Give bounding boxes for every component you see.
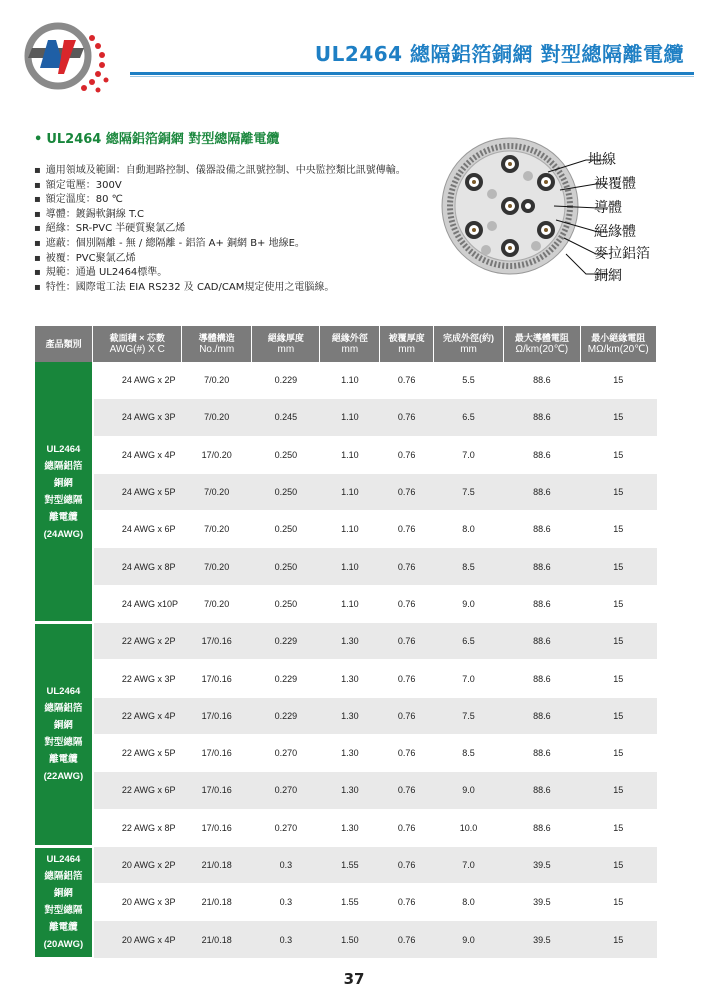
cell-max-resistance: 88.6 (504, 548, 580, 585)
cell-jacket-thickness: 0.76 (380, 921, 434, 958)
table-row (35, 921, 657, 958)
spec-item: ▪ 適用領域及範圍：自動迴路控制、儀器設備之訊號控制、中央監控類比訊號傳輸。 (34, 164, 454, 179)
cell-jacket-thickness: 0.76 (380, 399, 434, 436)
cell-overall-diameter: 9.0 (433, 585, 503, 622)
spec-item: ▪ 導體：鍍錫軟銅線 T.C (34, 208, 454, 223)
cell-conductor: 21/0.18 (182, 921, 252, 958)
section-title-text: UL2464 總隔鋁箔銅網 對型總隔離電纜 (46, 132, 280, 147)
section-title (34, 128, 279, 147)
table-row (35, 511, 657, 548)
cell-conductor: 17/0.16 (182, 772, 252, 809)
company-logo-icon (18, 18, 110, 98)
cell-insulation-diameter: 1.30 (320, 697, 380, 734)
cell-conductor: 21/0.18 (182, 846, 252, 883)
cell-insulation-diameter: 1.55 (320, 846, 380, 883)
cell-insulation-diameter: 1.10 (320, 362, 380, 399)
cell-size: 24 AWG x 4P (93, 436, 182, 473)
table-row (35, 399, 657, 436)
cell-size: 24 AWG x 2P (93, 362, 182, 399)
category-line: 銅網 (53, 720, 73, 732)
cell-size: 24 AWG x10P (93, 585, 182, 622)
cell-min-insulation-resistance: 15 (580, 473, 656, 510)
label-mylar-foil: 麥拉鋁箔 (594, 246, 650, 262)
cell-insulation-diameter: 1.30 (320, 734, 380, 771)
cell-min-insulation-resistance: 15 (580, 399, 656, 436)
cell-jacket-thickness: 0.76 (380, 585, 434, 622)
cell-jacket-thickness: 0.76 (380, 511, 434, 548)
cell-insulation-thickness: 0.229 (252, 362, 320, 399)
cell-insulation-thickness: 0.250 (252, 436, 320, 473)
header-conductor: 導體構造 No./mm (182, 326, 252, 362)
cell-insulation-thickness: 0.3 (252, 921, 320, 958)
cell-insulation-diameter: 1.10 (320, 436, 380, 473)
cell-insulation-thickness: 0.3 (252, 846, 320, 883)
spec-item: ▪ 額定溫度：80 ℃ (34, 193, 454, 208)
cell-conductor: 7/0.20 (182, 362, 252, 399)
cell-min-insulation-resistance: 15 (580, 548, 656, 585)
table-row (35, 473, 657, 510)
header-insulation-diameter: 絕緣外徑 mm (320, 326, 380, 362)
table-row (35, 436, 657, 473)
cell-overall-diameter: 8.5 (433, 734, 503, 771)
category-line: 離電纜 (49, 511, 78, 523)
cell-conductor: 21/0.18 (182, 884, 252, 921)
cell-max-resistance: 39.5 (504, 884, 580, 921)
cell-size: 22 AWG x 8P (93, 809, 182, 846)
cell-max-resistance: 88.6 (504, 436, 580, 473)
cell-min-insulation-resistance: 15 (580, 884, 656, 921)
cell-max-resistance: 88.6 (504, 362, 580, 399)
cell-jacket-thickness: 0.76 (380, 884, 434, 921)
cell-max-resistance: 88.6 (504, 585, 580, 622)
cell-insulation-thickness: 0.229 (252, 623, 320, 660)
category-line: 對型總隔 (44, 905, 83, 917)
cell-insulation-thickness: 0.250 (252, 548, 320, 585)
category-line: 總隔鋁箔 (44, 703, 83, 715)
section-bullet-icon: • (34, 132, 43, 147)
cell-min-insulation-resistance: 15 (580, 921, 656, 958)
spec-list (34, 164, 454, 295)
category-cell (35, 846, 93, 958)
cell-insulation-thickness: 0.270 (252, 772, 320, 809)
category-line: (24AWG) (43, 528, 84, 540)
cell-conductor: 7/0.20 (182, 473, 252, 510)
spec-item: ▪ 額定電壓：300V (34, 179, 454, 194)
cell-jacket-thickness: 0.76 (380, 623, 434, 660)
cell-overall-diameter: 8.0 (433, 511, 503, 548)
table-header-row (35, 326, 657, 362)
cell-overall-diameter: 8.0 (433, 884, 503, 921)
label-jacket: 被覆體 (594, 176, 636, 192)
table-row (35, 362, 657, 399)
spec-item: ▪ 遮蔽：個別隔離 - 無 / 總隔離 - 鋁箔 A+ 銅網 B+ 地線E。 (34, 237, 454, 252)
cell-overall-diameter: 7.5 (433, 473, 503, 510)
cell-size: 22 AWG x 2P (93, 623, 182, 660)
cell-conductor: 7/0.20 (182, 399, 252, 436)
header-insulation-thickness: 絕緣厚度 mm (252, 326, 320, 362)
cell-jacket-thickness: 0.76 (380, 473, 434, 510)
cell-insulation-diameter: 1.10 (320, 473, 380, 510)
category-line: 總隔鋁箔 (44, 460, 83, 472)
cell-min-insulation-resistance: 15 (580, 436, 656, 473)
cell-jacket-thickness: 0.76 (380, 772, 434, 809)
cell-size: 24 AWG x 6P (93, 511, 182, 548)
table-row (35, 772, 657, 809)
category-line: UL2464 (46, 686, 81, 698)
cell-insulation-thickness: 0.250 (252, 511, 320, 548)
header-size: 截面積 × 芯數 AWG(#) X C (93, 326, 182, 362)
cell-overall-diameter: 7.5 (433, 697, 503, 734)
cell-max-resistance: 88.6 (504, 734, 580, 771)
cell-insulation-thickness: 0.229 (252, 697, 320, 734)
label-copper-braid: 銅網 (594, 268, 622, 284)
category-line: 離電纜 (49, 754, 78, 766)
cell-size: 24 AWG x 5P (93, 473, 182, 510)
cell-size: 20 AWG x 4P (93, 921, 182, 958)
cell-max-resistance: 39.5 (504, 921, 580, 958)
cell-size: 22 AWG x 6P (93, 772, 182, 809)
cell-max-resistance: 88.6 (504, 697, 580, 734)
cell-jacket-thickness: 0.76 (380, 809, 434, 846)
cell-insulation-diameter: 1.50 (320, 921, 380, 958)
spec-item: ▪ 被覆：PVC聚氯乙烯 (34, 252, 454, 267)
cell-insulation-thickness: 0.270 (252, 809, 320, 846)
cell-overall-diameter: 7.0 (433, 846, 503, 883)
cell-max-resistance: 88.6 (504, 399, 580, 436)
category-line: (20AWG) (43, 939, 84, 951)
cell-min-insulation-resistance: 15 (580, 585, 656, 622)
table-row (35, 660, 657, 697)
header-overall-diameter: 完成外徑(約) mm (433, 326, 503, 362)
cell-overall-diameter: 6.5 (433, 623, 503, 660)
category-line: 總隔鋁箔 (44, 871, 83, 883)
cell-conductor: 7/0.20 (182, 548, 252, 585)
cell-max-resistance: 88.6 (504, 511, 580, 548)
cell-size: 24 AWG x 3P (93, 399, 182, 436)
cell-conductor: 17/0.16 (182, 809, 252, 846)
cell-insulation-diameter: 1.10 (320, 585, 380, 622)
cell-min-insulation-resistance: 15 (580, 362, 656, 399)
category-line: (22AWG) (43, 771, 84, 783)
cell-min-insulation-resistance: 15 (580, 772, 656, 809)
cell-min-insulation-resistance: 15 (580, 511, 656, 548)
cell-size: 24 AWG x 8P (93, 548, 182, 585)
cell-jacket-thickness: 0.76 (380, 697, 434, 734)
cell-insulation-thickness: 0.245 (252, 399, 320, 436)
cell-overall-diameter: 10.0 (433, 809, 503, 846)
cell-insulation-diameter: 1.10 (320, 399, 380, 436)
cell-conductor: 17/0.16 (182, 697, 252, 734)
spec-table (35, 326, 657, 960)
cell-jacket-thickness: 0.76 (380, 436, 434, 473)
header-min-insulation-resistance: 最小絕緣電阻 MΩ/km(20℃) (580, 326, 656, 362)
category-line: 對型總隔 (44, 737, 83, 749)
category-cell (35, 362, 93, 623)
cell-overall-diameter: 5.5 (433, 362, 503, 399)
cell-size: 20 AWG x 2P (93, 846, 182, 883)
cell-size: 22 AWG x 3P (93, 660, 182, 697)
cell-insulation-diameter: 1.30 (320, 772, 380, 809)
cell-jacket-thickness: 0.76 (380, 548, 434, 585)
cell-insulation-diameter: 1.10 (320, 511, 380, 548)
header-category: 產品類別 (35, 326, 93, 362)
cell-max-resistance: 88.6 (504, 660, 580, 697)
cell-overall-diameter: 8.5 (433, 548, 503, 585)
cell-overall-diameter: 7.0 (433, 660, 503, 697)
table-row (35, 697, 657, 734)
table-row (35, 884, 657, 921)
table-row (35, 809, 657, 846)
cell-size: 22 AWG x 5P (93, 734, 182, 771)
cell-max-resistance: 39.5 (504, 846, 580, 883)
cell-insulation-diameter: 1.55 (320, 884, 380, 921)
category-cell (35, 623, 93, 847)
page-title: UL2464 總隔鋁箔銅網 對型總隔離電纜 (314, 42, 684, 66)
cell-conductor: 17/0.16 (182, 623, 252, 660)
cell-min-insulation-resistance: 15 (580, 846, 656, 883)
table-row (35, 548, 657, 585)
cell-conductor: 7/0.20 (182, 585, 252, 622)
cell-jacket-thickness: 0.76 (380, 362, 434, 399)
cell-insulation-diameter: 1.30 (320, 623, 380, 660)
cell-max-resistance: 88.6 (504, 473, 580, 510)
spec-item: ▪ 特性：國際電工法 EIA RS232 及 CAD/CAM規定使用之電腦線。 (34, 281, 454, 296)
cell-insulation-thickness: 0.229 (252, 660, 320, 697)
cell-insulation-diameter: 1.30 (320, 809, 380, 846)
category-line: 離電纜 (49, 922, 78, 934)
cable-cross-section-diagram (436, 134, 698, 284)
title-divider (130, 72, 694, 75)
spec-item: ▪ 規範：通過 UL2464標準。 (34, 266, 454, 281)
cell-overall-diameter: 9.0 (433, 772, 503, 809)
table-row (35, 623, 657, 660)
header-max-resistance: 最大導體電阻 Ω/km(20℃) (504, 326, 580, 362)
label-ground-wire: 地線 (588, 152, 616, 168)
cell-overall-diameter: 6.5 (433, 399, 503, 436)
label-insulation: 絕緣體 (594, 224, 636, 240)
cell-min-insulation-resistance: 15 (580, 809, 656, 846)
table-body (35, 362, 657, 958)
cell-insulation-diameter: 1.30 (320, 660, 380, 697)
cell-size: 22 AWG x 4P (93, 697, 182, 734)
cell-overall-diameter: 7.0 (433, 436, 503, 473)
cell-min-insulation-resistance: 15 (580, 697, 656, 734)
cell-insulation-thickness: 0.3 (252, 884, 320, 921)
cell-insulation-thickness: 0.250 (252, 585, 320, 622)
cell-overall-diameter: 9.0 (433, 921, 503, 958)
cell-conductor: 7/0.20 (182, 511, 252, 548)
cell-max-resistance: 88.6 (504, 623, 580, 660)
cell-jacket-thickness: 0.76 (380, 846, 434, 883)
cell-max-resistance: 88.6 (504, 809, 580, 846)
cell-insulation-diameter: 1.10 (320, 548, 380, 585)
cell-insulation-thickness: 0.270 (252, 734, 320, 771)
cell-min-insulation-resistance: 15 (580, 660, 656, 697)
header-jacket-thickness: 被覆厚度 mm (380, 326, 434, 362)
category-line: 對型總隔 (44, 494, 83, 506)
cell-size: 20 AWG x 3P (93, 884, 182, 921)
cell-jacket-thickness: 0.76 (380, 734, 434, 771)
category-line: 銅網 (53, 888, 73, 900)
table-row (35, 585, 657, 622)
cell-conductor: 17/0.16 (182, 660, 252, 697)
category-line: 銅網 (53, 477, 73, 489)
cell-max-resistance: 88.6 (504, 772, 580, 809)
category-line: UL2464 (46, 854, 81, 866)
table-row (35, 846, 657, 883)
label-conductor: 導體 (594, 200, 622, 216)
table-row (35, 734, 657, 771)
cell-conductor: 17/0.16 (182, 734, 252, 771)
title-divider-thin (130, 76, 694, 77)
spec-item: ▪ 絕緣：SR-PVC 半硬質聚氯乙烯 (34, 222, 454, 237)
category-line: UL2464 (46, 443, 81, 455)
cell-min-insulation-resistance: 15 (580, 734, 656, 771)
cell-insulation-thickness: 0.250 (252, 473, 320, 510)
cell-jacket-thickness: 0.76 (380, 660, 434, 697)
page-number: 37 (343, 970, 365, 988)
cell-conductor: 17/0.20 (182, 436, 252, 473)
cell-min-insulation-resistance: 15 (580, 623, 656, 660)
